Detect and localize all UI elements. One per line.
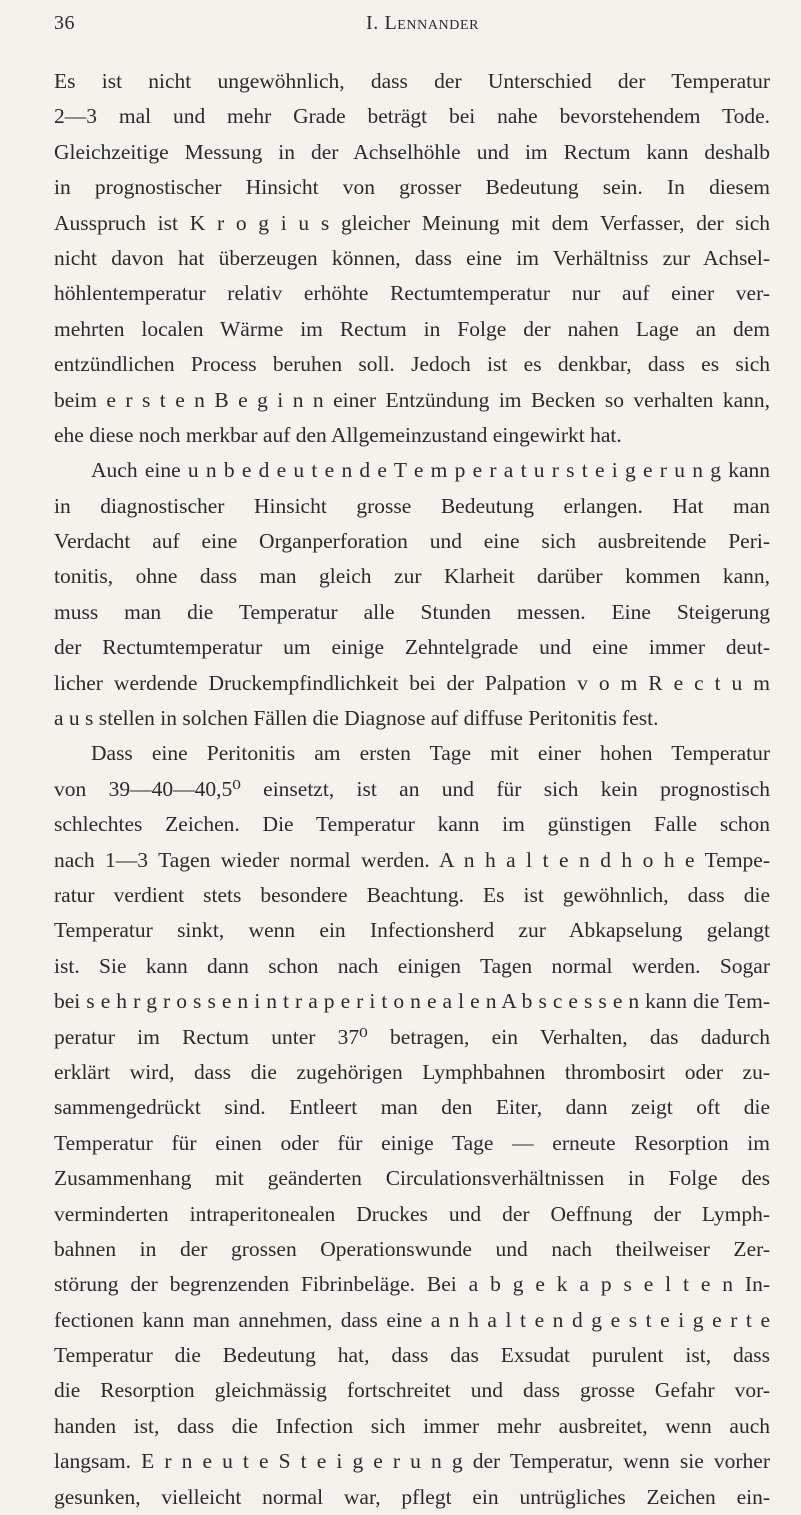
text-line: Verdacht auf eine Organperforation und eine sich ausbreitende Peri- (54, 529, 770, 554)
text-line: von 39—40—40,5⁰ einsetzt, ist an und für sich kein prognostisch (54, 776, 770, 801)
text-line: handen ist, dass die Infection sich immer mehr ausbreitet, wenn auch (54, 1413, 770, 1438)
text-line: entzündlichen Process beruhen soll. Jedoch ist es denkbar, dass es sich (54, 352, 770, 377)
text-line: Es ist nicht ungewöhnlich, dass der Unterschied der Temperatur (54, 69, 770, 93)
text-line: schlechtes Zeichen. Die Temperatur kann im günstigen Falle schon (54, 812, 770, 837)
text-line: peratur im Rectum unter 37⁰ betragen, ein Verhalten, das dadurch (54, 1024, 770, 1049)
text-line: Auch eine u n b e d e u t e n d e T e m p e r a t u r s t e i g e r u n g kann (91, 458, 770, 483)
text-line: in diagnostischer Hinsicht grosse Bedeutung erlangen. Hat man (54, 493, 770, 518)
text-line: 2—3 mal und mehr Grade beträgt bei nahe bevorstehendem Tode. (54, 104, 770, 129)
text-line: ratur verdient stets besondere Beachtung. Es ist gewöhnlich, dass die (54, 882, 770, 907)
text-line: fectionen kann man annehmen, dass eine a n h a l t e n d g e s t e i g e r t e (54, 1307, 770, 1332)
text-line: erklärt wird, dass die zugehörigen Lymphbahnen thrombosirt oder zu- (54, 1059, 770, 1084)
text-line: licher werdende Druckempfindlichkeit bei der Palpation v o m R e c t u m (54, 670, 770, 695)
text-line: tonitis, ohne dass man gleich zur Klarheit darüber kommen kann, (54, 564, 770, 589)
text-line: die Resorption gleichmässig fortschreitet und dass grosse Gefahr vor- (54, 1378, 770, 1403)
text-line: der Rectumtemperatur um einige Zehntelgrade und eine immer deut- (54, 635, 770, 660)
text-line: bahnen in der grossen Operationswunde und nach theilweiser Zer- (54, 1236, 770, 1261)
text-line: a u s stellen in solchen Fällen die Diagnose auf diffuse Peritonitis fest. (54, 706, 659, 731)
text-line: Temperatur die Bedeutung hat, dass das Exsudat purulent ist, dass (54, 1343, 770, 1368)
text-line: sammengedrückt sind. Entleert man den Eiter, dann zeigt oft die (54, 1095, 770, 1120)
text-line: mehrten localen Wärme im Rectum in Folge der nahen Lage an dem (54, 316, 770, 341)
text-line: Temperatur für einen oder für einige Tage — erneute Resorption im (54, 1130, 770, 1155)
page-number: 36 (54, 12, 75, 34)
text-line: ist. Sie kann dann schon nach einigen Tagen normal werden. Sogar (54, 953, 770, 978)
text-line: Gleichzeitige Messung in der Achselhöhle und im Rectum kann deshalb (54, 139, 770, 164)
page-header (54, 12, 761, 42)
text-line: langsam. E r n e u t e S t e i g e r u n g der Temperatur, wenn sie vorher (54, 1449, 770, 1474)
text-line: Ausspruch ist K r o g i u s gleicher Meinung mit dem Verfasser, der sich (54, 210, 770, 235)
text-line: in prognostischer Hinsicht von grosser Bedeutung sein. In diesem (54, 175, 770, 200)
text-line: nach 1—3 Tagen wieder normal werden. A n h a l t e n d h o h e Tempe- (54, 847, 770, 872)
text-line: störung der begrenzenden Fibrinbeläge. Bei a b g e k a p s e l t e n In- (54, 1272, 770, 1297)
body-text (54, 64, 770, 1515)
text-line: Temperatur sinkt, wenn ein Infectionsherd zur Abkapselung gelangt (54, 918, 770, 943)
text-line: höhlentemperatur relativ erhöhte Rectumtemperatur nur auf einer ver- (54, 281, 770, 306)
running-head: I. Lennander (366, 12, 480, 34)
text-line: muss man die Temperatur alle Stunden messen. Eine Steigerung (54, 599, 770, 624)
text-line: beim e r s t e n B e g i n n einer Entzündung im Becken so verhalten kann, (54, 387, 770, 412)
text-line: nicht davon hat überzeugen können, dass eine im Verhältniss zur Achsel- (54, 245, 770, 270)
text-line: ehe diese noch merkbar auf den Allgemeinzustand eingewirkt hat. (54, 422, 622, 447)
text-line: Dass eine Peritonitis am ersten Tage mit einer hohen Temperatur (91, 741, 770, 766)
text-line: gesunken, vielleicht normal war, pflegt ein untrügliches Zeichen ein- (54, 1484, 770, 1509)
text-line: bei s e h r g r o s s e n i n t r a p e r i t o n e a l e n A b s c e s s e n kann die Tem- (54, 989, 770, 1014)
text-line: Zusammenhang mit geänderten Circulationsverhältnissen in Folge des (54, 1166, 770, 1191)
text-line: verminderten intraperitonealen Druckes und der Oeffnung der Lymph- (54, 1201, 770, 1226)
